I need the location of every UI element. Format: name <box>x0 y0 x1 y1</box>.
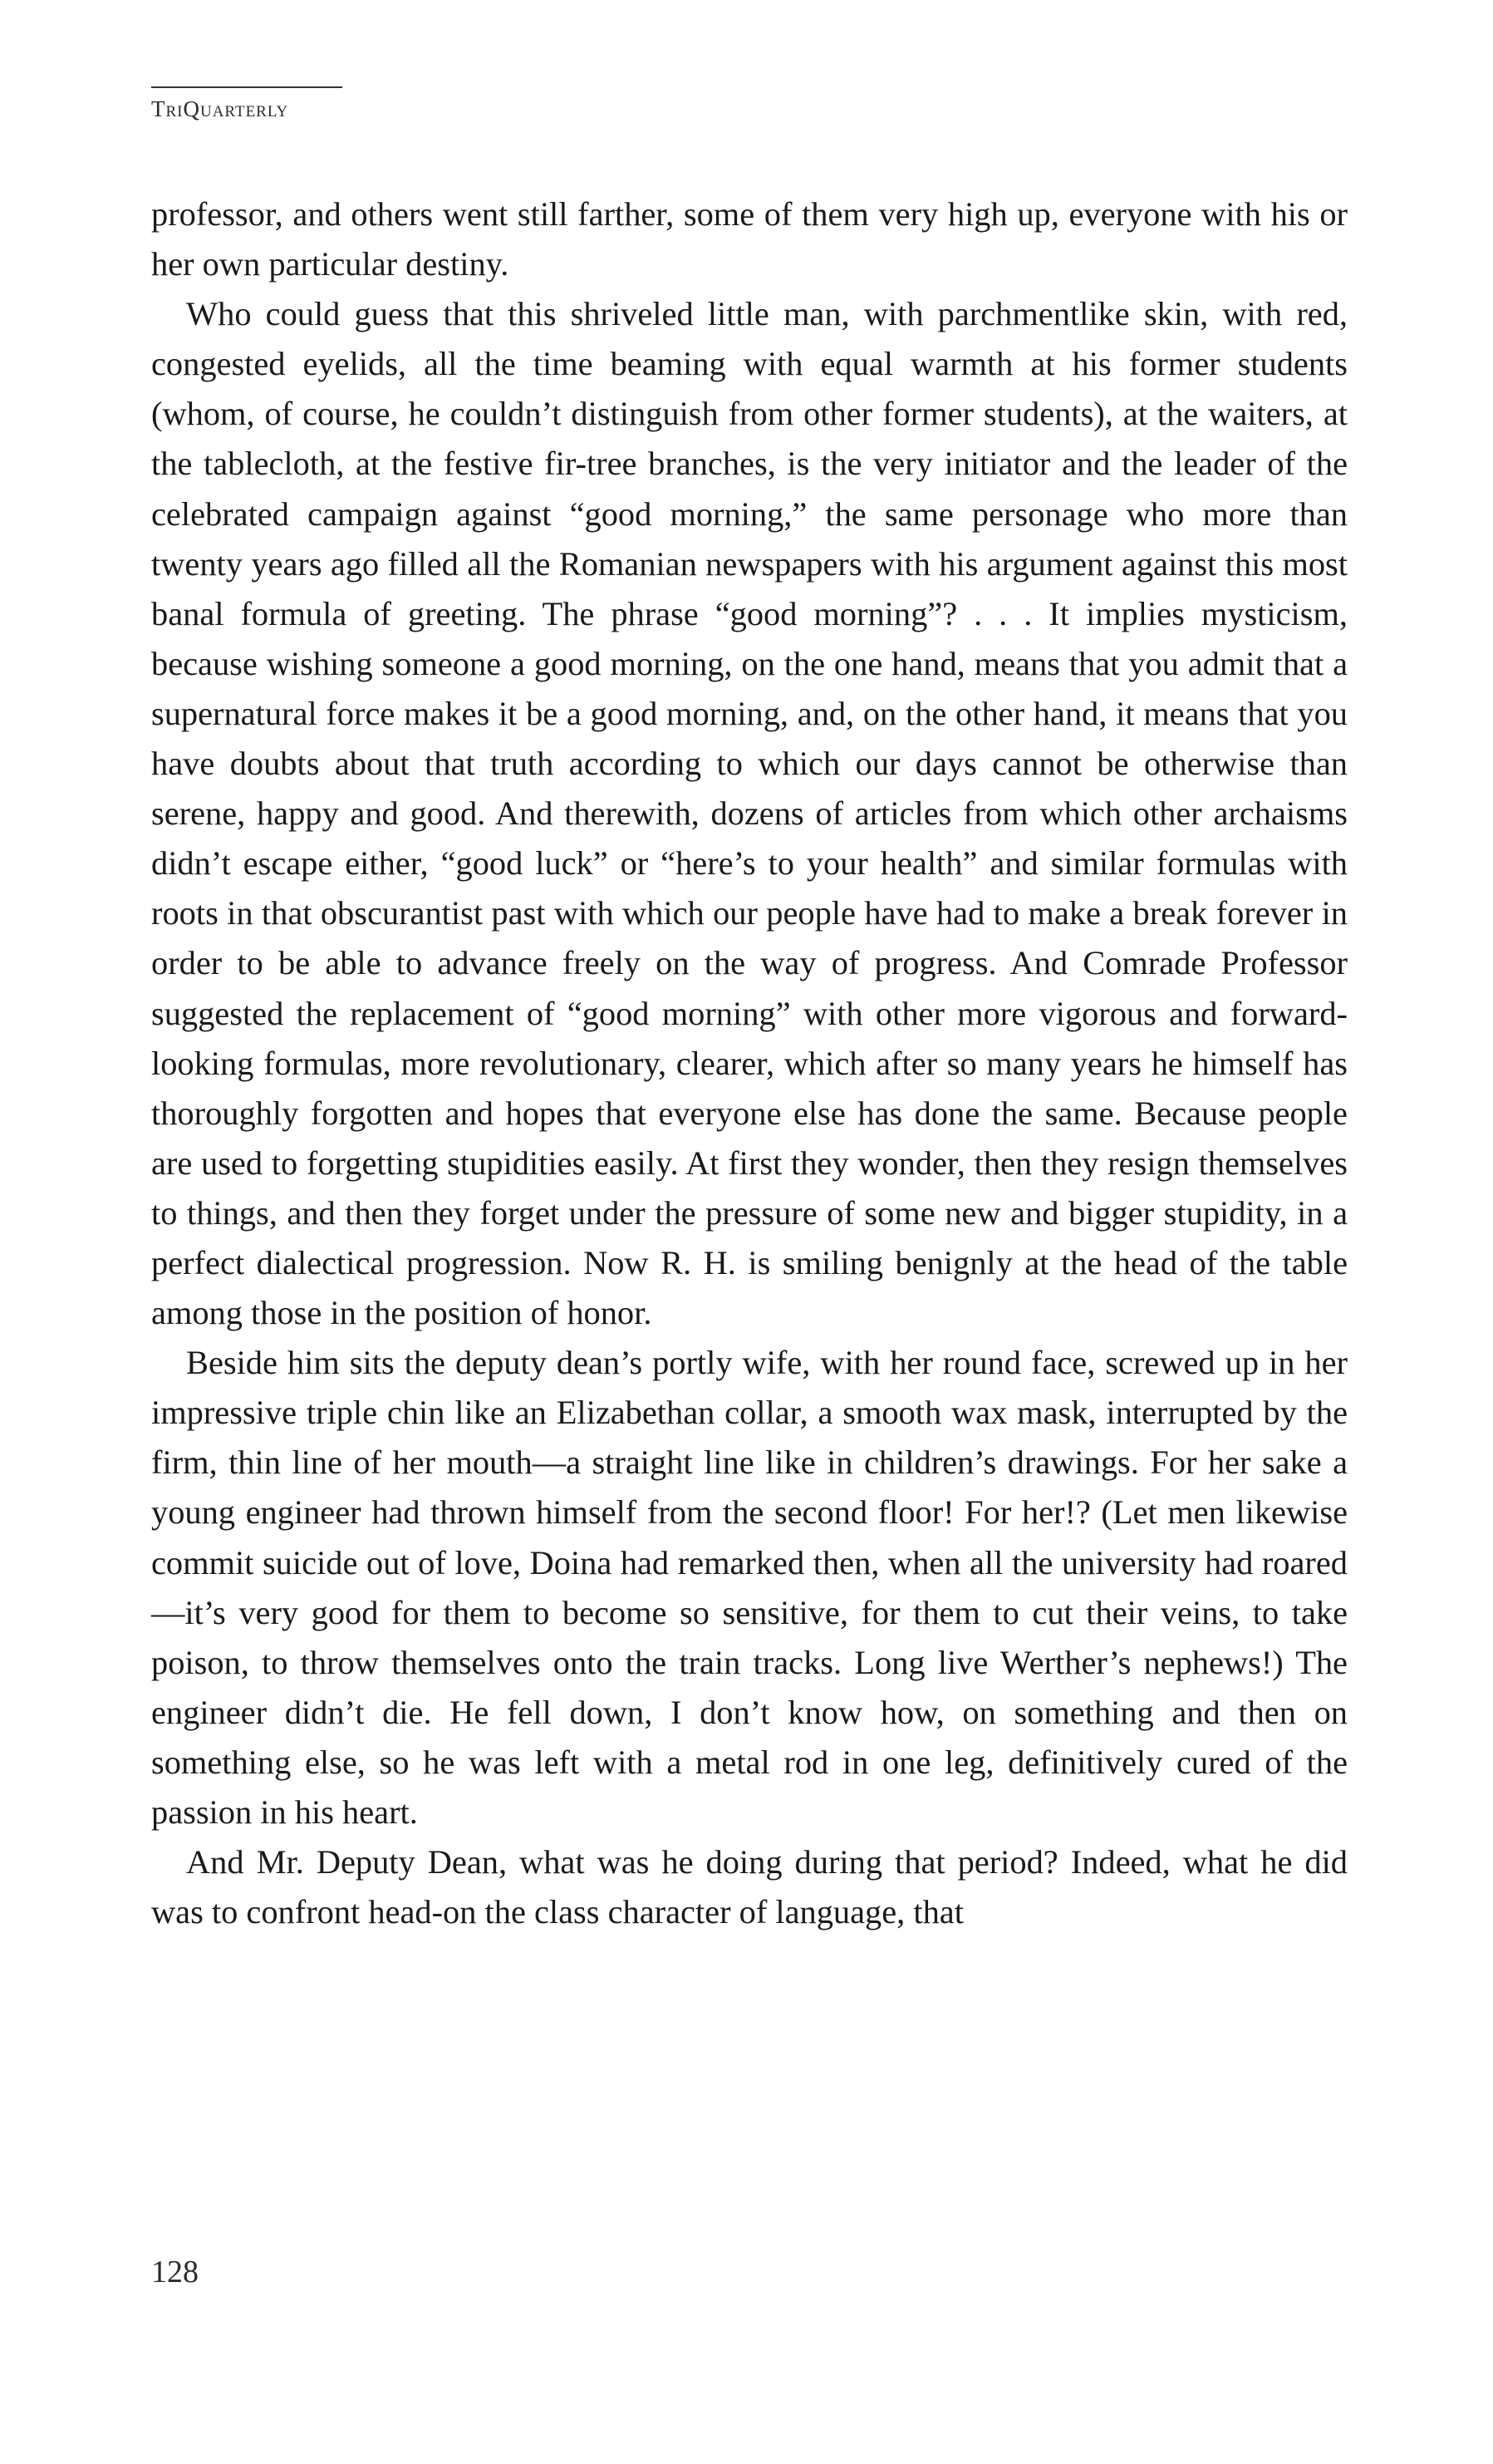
page-number: 128 <box>151 2255 199 2289</box>
paragraph-deputy-dean-wife: Beside him sits the deputy dean’s portly wife, with her round face, screwed up in her impressive triple chin like an Elizabethan collar, a smooth wax mask, interrupted by the firm, thin line of her mouth—a straight line like in children’s drawings. For her sake a young engineer had thrown himself from the second floor! For her!? (Let men likewise commit suicide out of love, Doina had remarked then, when all the university had roared—it’s very good for them to become so sensitive, for them to cut their veins, to take poison, to throw themselves onto the train tracks. Long live Werther’s nephews!) The engineer didn’t die. He fell down, I don’t know how, on something and then on something else, so he was left with a metal rod in one leg, definitively cured of the passion in his heart. <box>151 1344 1348 1831</box>
body-text <box>151 189 1348 1937</box>
journal-title: TriQuarterly <box>151 96 289 121</box>
running-head <box>151 86 342 122</box>
paragraph-good-morning-campaign: Who could guess that this shriveled little man, with parchmentlike skin, with red, congested eyelids, all the time beaming with equal warmth at his former students (whom, of course, he couldn’t distinguish from other former students), at the waiters, at the tablecloth, at the festive fir-tree branches, is the very initiator and the leader of the celebrated campaign against “good morning,” the same personage who more than twenty years ago filled all the Romanian newspapers with his argument against this most banal formula of greeting. The phrase “good morning”? . . . It implies mysticism, because wishing someone a good morning, on the one hand, means that you admit that a supernatural force makes it be a good morning, and, on the other hand, it means that you have doubts about that truth according to which our days cannot be otherwise than serene, happy and good. And therewith, dozens of articles from which other archaisms didn’t escape either, “good luck” or “here’s to your health” and similar formulas with roots in that obscurantist past with which our people have had to make a break forever in order to be able to advance freely on the way of progress. And Comrade Professor suggested the replacement of “good morning” with other more vigorous and forward-looking formulas, more revolutionary, clearer, which after so many years he himself has thoroughly forgotten and hopes that everyone else has done the same. Because people are used to forgetting stupidities easily. At first they wonder, then they resign themselves to things, and then they forget under the pressure of some new and bigger stupidity, in a perfect dialectical progression. Now R. H. is smiling benignly at the head of the table among those in the position of honor. <box>151 295 1348 1332</box>
paragraph-continued: professor, and others went still farther, some of them very high up, everyone with his or her own particular destiny. <box>151 195 1348 283</box>
running-head-rule <box>151 86 342 88</box>
paragraph-deputy-dean: And Mr. Deputy Dean, what was he doing during that period? Indeed, what he did was to confront head-on the class character of language, that <box>151 1843 1348 1931</box>
